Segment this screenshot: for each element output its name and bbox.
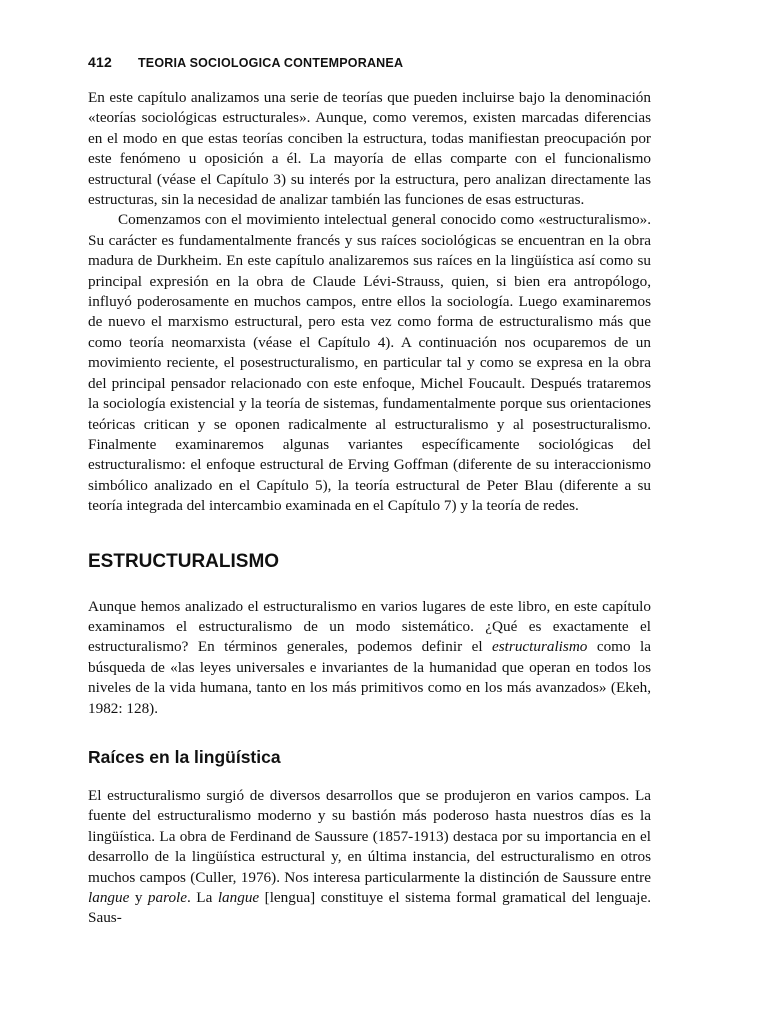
- linguistica-paragraph: [88, 786, 651, 929]
- intro-paragraph-2: Comenzamos con el movimiento intelectual general conocido como «estructuralismo». Su carácter es fundamentalmente francés y sus raíces sociológicas se encuentran en la obra madura de Durkheim. En este capítulo analizaremos sus raíces en la lingüística así como su principal expresión en la obra de Claude Lévi-Strauss, quien, si bien era antropólogo, influyó poderosamente en muchos campos, entre ellos la sociología. Luego examinaremos de nuevo el marxismo estructural, pero esta vez como forma de estructuralismo más que como teoría neomarxista (véase el Capítulo 4). A continuación nos ocuparemos de un movimiento reciente, el posestructuralismo, en particular tal y como se expresa en la obra del principal pensador relacionado con este enfoque, Michel Foucault. Después trataremos la sociología existencial y la teoría de sistemas, fundamentalmente porque sus orientaciones teóricas critican y se oponen radicalmente al estructuralismo y al posestructuralismo. Finalmente examinaremos algunas variantes específicamente sociológicas del estructuralismo: el enfoque estructural de Erving Goffman (diferente de su interaccionismo simbólico analizado en el Capítulo 5), la teoría estructural de Peter Blau (diferente a su teoría integrada del intercambio examinada en el Capítulo 7) y la teoría de redes.: [88, 211, 651, 515]
- section-heading-estructuralismo: ESTRUCTURALISMO: [88, 550, 280, 572]
- italic-term: langue: [88, 889, 130, 906]
- intro-paragraph-1: En este capítulo analizamos una serie de teorías que pueden incluirse bajo la denominación «teorías sociológicas estructurales». Aunque, como veremos, existen marcadas diferencias en el modo en que estas teorías conciben la estructura, todas manifiestan preocupación por este fenómeno u oposición a él. La mayoría de ellas comparte con el funcionalismo estructural (véase el Capítulo 3) su interés por la estructura, pero analizan directamente las estructuras, sin la necesidad de analizar también las funciones de esas estructuras.: [88, 89, 651, 209]
- italic-term: langue: [217, 889, 260, 906]
- subsection-heading-linguistica: Raíces en la lingüística: [88, 746, 281, 767]
- chapter-intro: [88, 88, 651, 517]
- running-head-title: TEORIA SOCIOLOGICA CONTEMPORANEA: [137, 56, 404, 70]
- page-number: 412: [88, 54, 112, 70]
- section-estructuralismo-body: [88, 597, 651, 719]
- text-segment: [lengua] constituye el sistema formal gramatical del lenguaje. Saus-: [88, 889, 651, 927]
- text-segment: El estructuralismo surgió de diversos desarrollos que se produjeron en varios campos. La fuente del estructuralismo moderno y su bastión más poderoso hasta nuestros días es la lingüística. La obra de Ferdinand de Saussure (1857-1913) destaca por su importancia en el desarrollo de la lingüística estructural y, en última instancia, del estructuralismo en otros muchos campos (Culler, 1976). Nos interesa particularmente la distinción de Saussure entre: [88, 786, 651, 886]
- section-linguistica-body: [88, 786, 651, 929]
- book-page: [88, 54, 651, 929]
- text-segment: . La: [187, 889, 218, 906]
- text-segment: como la búsqueda de «las leyes universales e invariantes de la humanidad que operan en todos los niveles de la vida humana, tanto en los más primitivos como en los más avanzados» (Ekeh, 1982: 128).: [88, 638, 652, 717]
- italic-term: estructuralismo: [492, 638, 588, 656]
- text-segment: Aunque hemos analizado el estructuralismo en varios lugares de este libro, en este capítulo examinamos el estructuralismo de un modo sistemático. ¿Qué es exactamente el estructuralismo? En términos generales, podemos definir el: [88, 597, 651, 656]
- running-head: [88, 54, 651, 70]
- italic-term: parole: [147, 889, 188, 906]
- text-segment: y: [129, 889, 148, 906]
- estructuralismo-paragraph: [88, 597, 651, 719]
